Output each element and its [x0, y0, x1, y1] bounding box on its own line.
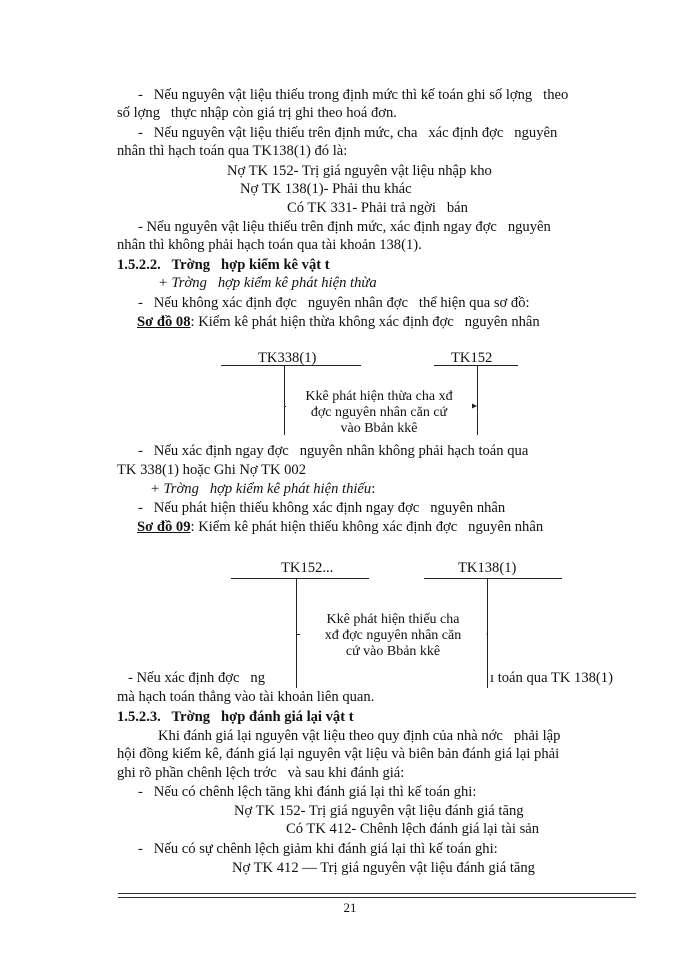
entry-1-debit-1: Nợ TK 152- Trị giá nguyên vật liệu nhập kho — [227, 163, 492, 179]
diagram-09-description: Kkê phát hiện thiếu cha xđ đợc nguyên nhân căn cứ vào Bbản kkê — [300, 612, 486, 660]
para-7-line-1-end: ı toán qua TK 138(1) — [490, 670, 613, 686]
diagram-08-title — [137, 313, 540, 331]
para-5-line-1: - Nếu xác định ngay đợc nguyên nhân không phải hạch toán qua — [138, 443, 529, 459]
diagram-08-left-stem — [284, 365, 285, 435]
page-number: 21 — [343, 900, 357, 915]
subheading-surplus: + Trờng hợp kiểm kê phát hiện thừa — [158, 275, 377, 291]
para-5-line-2: TK 338(1) hoặc Ghi Nợ TK 002 — [117, 462, 307, 478]
diagram-09-right-t-line — [424, 578, 562, 579]
entry-2-credit: Có TK 412- Chênh lệch đánh giá lại tài sản — [286, 821, 540, 837]
para-8-line-2: hội đồng kiểm kê, đánh giá lại nguyên vật liệu và biên bản đánh giá lại phải — [117, 746, 560, 762]
diagram-09-label: Sơ đồ 09 — [137, 519, 191, 535]
diagram-08-caption: : Kiểm kê phát hiện thừa không xác định đợc nguyên nhân — [190, 314, 540, 330]
diagram-08-right-stem — [477, 365, 478, 435]
para-9: - Nếu có chênh lệch tăng khi đánh giá lại thì kế toán ghi: — [138, 784, 477, 800]
entry-1-credit: Có TK 331- Phải trả ngời bán — [287, 200, 468, 216]
diagram-09-right-account: TK138(1) — [458, 560, 517, 576]
para-8-line-3: ghi rõ phần chênh lệch trớc và sau khi đánh giá: — [117, 765, 405, 781]
para-3-line-1: - Nếu nguyên vật liệu thiếu trên định mức, xác định ngay đợc nguyên — [138, 219, 551, 235]
diagram-09-right-stem — [487, 578, 488, 688]
para-2-line-1: - Nếu nguyên vật liệu thiếu trên định mức, cha xác định đợc nguyên — [138, 125, 558, 141]
diagram-08-left-account: TK338(1) — [258, 350, 317, 366]
entry-1-debit-2: Nợ TK 138(1)- Phải thu khác — [240, 181, 412, 197]
diagram-09-caption: : Kiểm kê phát hiện thiếu không xác định đợc nguyên nhân — [190, 519, 544, 535]
diagram-08-right-account: TK152 — [451, 350, 493, 366]
diagram-08-right-t-line — [434, 365, 518, 366]
diagram-09-left-t-line — [231, 578, 369, 579]
entry-2-debit: Nợ TK 152- Trị giá nguyên vật liệu đánh giá tăng — [234, 803, 524, 819]
para-7-line-1-start: - Nếu xác định đợc ng — [128, 670, 265, 686]
diagram-09-left-stem — [296, 578, 297, 688]
diagram-08-label: Sơ đồ 08 — [137, 314, 191, 330]
footer-rule — [118, 893, 636, 898]
section-heading-1-5-2-2: 1.5.2.2. Trờng hợp kiểm kê vật t — [117, 257, 330, 273]
subheading-shortage-text: + Trờng hợp kiểm kê phát hiện thiếu — [150, 481, 372, 497]
diagram-09-left-account: TK152... — [281, 560, 334, 576]
para-3-line-2: nhân thì không phải hạch toán qua tài khoản 138(1). — [117, 237, 422, 253]
para-7-line-2: mà hạch toán thẳng vào tài khoản liên quan. — [117, 689, 375, 705]
section-heading-1-5-2-3: 1.5.2.3. Trờng hợp đánh giá lại vật t — [117, 709, 354, 725]
subheading-shortage — [150, 480, 375, 498]
para-1-line-1: - Nếu nguyên vật liệu thiếu trong định mức thì kế toán ghi số lợng theo — [138, 87, 569, 103]
diagram-08-description: Kkê phát hiện thừa cha xđ đợc nguyên nhân căn cứ vào Bbản kkê — [286, 389, 472, 437]
entry-3-debit: Nợ TK 412 — Trị giá nguyên vật liệu đánh giá tăng — [232, 860, 535, 876]
diagram-08-left-t-line — [221, 365, 361, 366]
para-4: - Nếu không xác định đợc nguyên nhân đợc thể hiện qua sơ đồ: — [138, 295, 530, 311]
para-2-line-2: nhân thì hạch toán qua TK138(1) đó là: — [117, 143, 348, 159]
para-10: - Nếu có sự chênh lệch giảm khi đánh giá lại thì kế toán ghi: — [138, 841, 498, 857]
para-6: - Nếu phát hiện thiếu không xác định ngay đợc nguyên nhân — [138, 500, 506, 516]
subheading-shortage-colon: : — [371, 481, 376, 497]
diagram-09-title — [137, 518, 543, 536]
para-8-line-1: Khi đánh giá lại nguyên vật liệu theo quy định của nhà nớc phải lập — [158, 728, 561, 744]
para-1-line-2: số lợng thực nhập còn giá trị ghi theo hoá đơn. — [117, 105, 397, 121]
